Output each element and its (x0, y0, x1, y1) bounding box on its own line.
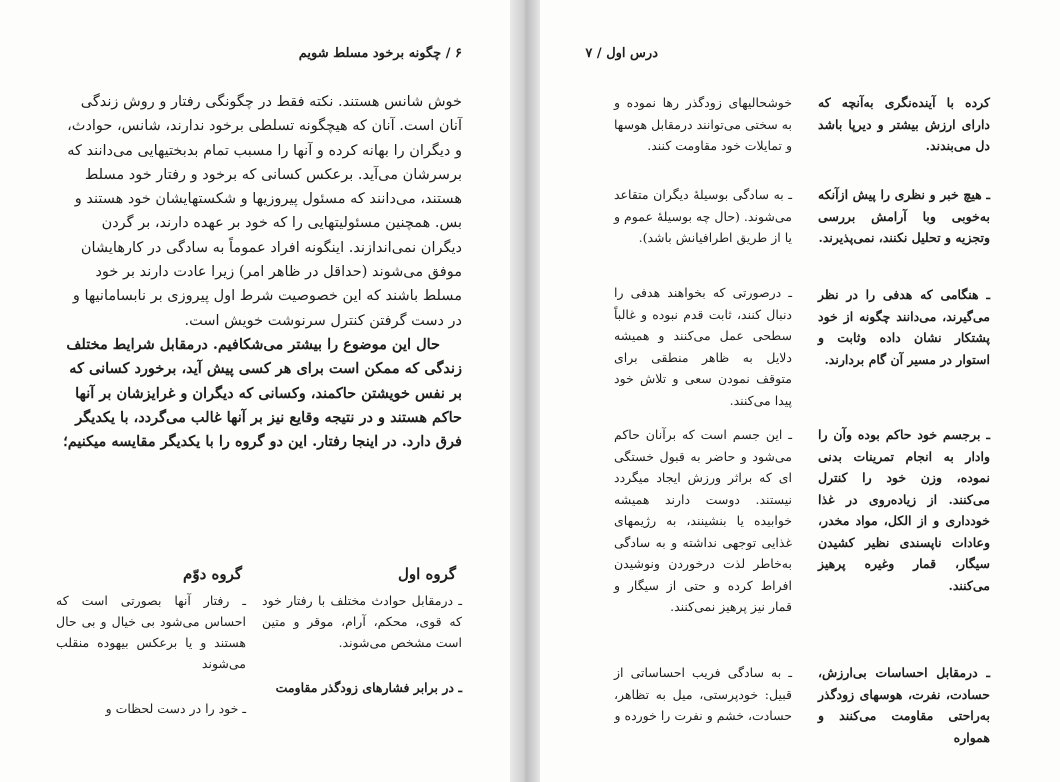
right-column-item: ـ برجسم خود حاکم بوده وآن را وادار به انجام تمرینات بدنی نموده، وزن خود را کنترل می‌کنند. از زیاده‌روی در غذا خودداری و از الکل، مواد مخدر، وعادات ناپسندی نظیر کشیدن سیگار، قمار وغیره پرهیز می‌کنند. (818, 427, 990, 593)
left-page (0, 0, 510, 782)
right-page-header: درس اول / ۷ (585, 46, 658, 61)
right-column-item: کرده با آینده‌نگری به‌آنچه که دارای ارزش بیشتر و دیرپا باشد دل می‌بندند. (818, 95, 990, 153)
left-column-item: ـ درصورتی که بخواهند هدفی را دنبال کنند، ثابت قدم نبوده و غالباً سطحی عمل می‌کنند و همیشه دلایل به ظاهر منطقی برای متوقف نمودن سعی و تلاش خود پیدا می‌کنند. (614, 285, 792, 408)
right-column-item: ـ درمقابل احساسات بی‌ارزش، حسادت، نفرت، هوسهای زودگذر به‌راحتی مقاومت می‌کنند و همواره (818, 665, 990, 745)
left-column-item: ـ این جسم است که برآنان حاکم می‌شود و حاضر به قبول خستگی ای که براثر ورزش ایجاد میگردد نیستند. دوست دارند همیشه خوابیده یا بنشینند، به رژیمهای غذایی توجهی نداشته و به سادگی به‌خاطر لذت درخوردن ونوشیدن افراط کرده و حتی از سیگار و قمار نیز پرهیز نمی‌کنند. (614, 427, 792, 614)
book-gutter (510, 0, 540, 782)
group-2-item: ـ خود را در دست لحظات و (105, 701, 246, 716)
right-page (540, 0, 1060, 782)
paragraph-2: حال این موضوع را بیشتر می‌شکافیم. درمقابل شرایط مختلف زندگی که ممکن است برای هر کسی پیش آید، برخورد کسانی که بر نفس خویشتن حاکمند، وکسانی که دیگران و غرایزشان بر آنها حاکم هستند و در نتیجه وقایع نیز بر آنها غالب می‌گردد، با یکدیگر فرق دارد. در اینجا رفتار. این دو گروه را با یکدیگر مقایسه میکنیم؛ (63, 335, 462, 451)
group-2-list (56, 590, 246, 743)
group-1-title: گروه اول (397, 565, 456, 583)
group-2-item: ـ رفتار آنها بصورتی است که احساس می‌شود بی خیال و بی حال هستند و یا برعکس بیهوده منقلب می‌شوند (56, 593, 246, 671)
right-column-item: ـ هنگامی که هدفی را در نظر می‌گیرند، می‌دانند چگونه از خود پشتکار نشان داده وثابت و استوار در مسیر آن گام بردارند. (818, 287, 990, 367)
group-1-item: ـ درمقابل حوادث مختلف با رفتار خود که قوی، محکم، آرام، موقر و متین است مشخص می‌شوند. (262, 593, 462, 650)
left-column-item: ـ به سادگی بوسیلهٔ دیگران متقاعد می‌شوند. (حال چه بوسیلهٔ عموم و یا از طریق اطرافیانش باشد). (614, 187, 792, 245)
right-column-item: ـ هیچ خبر و نظری را پیش ازآنکه به‌خوبی وبا آرامش بررسی وتجزیه و تحلیل نکنند، نمی‌پذیرند. (818, 187, 990, 245)
left-page-header: ۶ / چگونه برخود مسلط شویم (298, 46, 462, 61)
group-1-item: ـ در برابر فشارهای زودگذر مقاومت (275, 680, 462, 695)
group-2-title: گروه دوّم (183, 565, 242, 583)
paragraph-1: خوش شانس هستند. نکته فقط در چگونگی رفتار و روش زندگی آنان است. آنان که هیچگونه تسلطی برخود ندارند، شانس، حوادث، و دیگران را بهانه کرده و آنها را مسبب تمام بدبختیهایی می‌دانند که برسرشان می‌آید. برعکس کسانی که برخود و رفتار خود مسلط هستند، می‌دانند که مسئول پیروزیها و شکستهایشان خود هستند و بس. همچنین مسئولیتهایی را که خود بر عهده دارند، بر گردن دیگران نمی‌اندازند. اینگونه افراد عموماً به سادگی در کارهایشان موفق می‌شوند (حداقل در ظاهر امر) زیرا عادت دارند بر خود مسلط باشند که این خصوصیت شرط اول پیروزی بر نابسامانیها و در دست گرفتن کنترل سرنوشت خویش است. (67, 94, 462, 329)
left-column-item: ـ به سادگی فریب احساساتی از قبیل: خودپرستی، میل به تظاهر، حسادت، خشم و نفرت را خورده و (614, 665, 792, 723)
left-body-text (60, 90, 462, 454)
left-column-item: خوشحالیهای زودگذر رها نموده و به سختی می‌توانند درمقابل هوسها و تمایلات خود مقاومت کنند. (614, 95, 792, 153)
group-1-list (262, 590, 462, 722)
